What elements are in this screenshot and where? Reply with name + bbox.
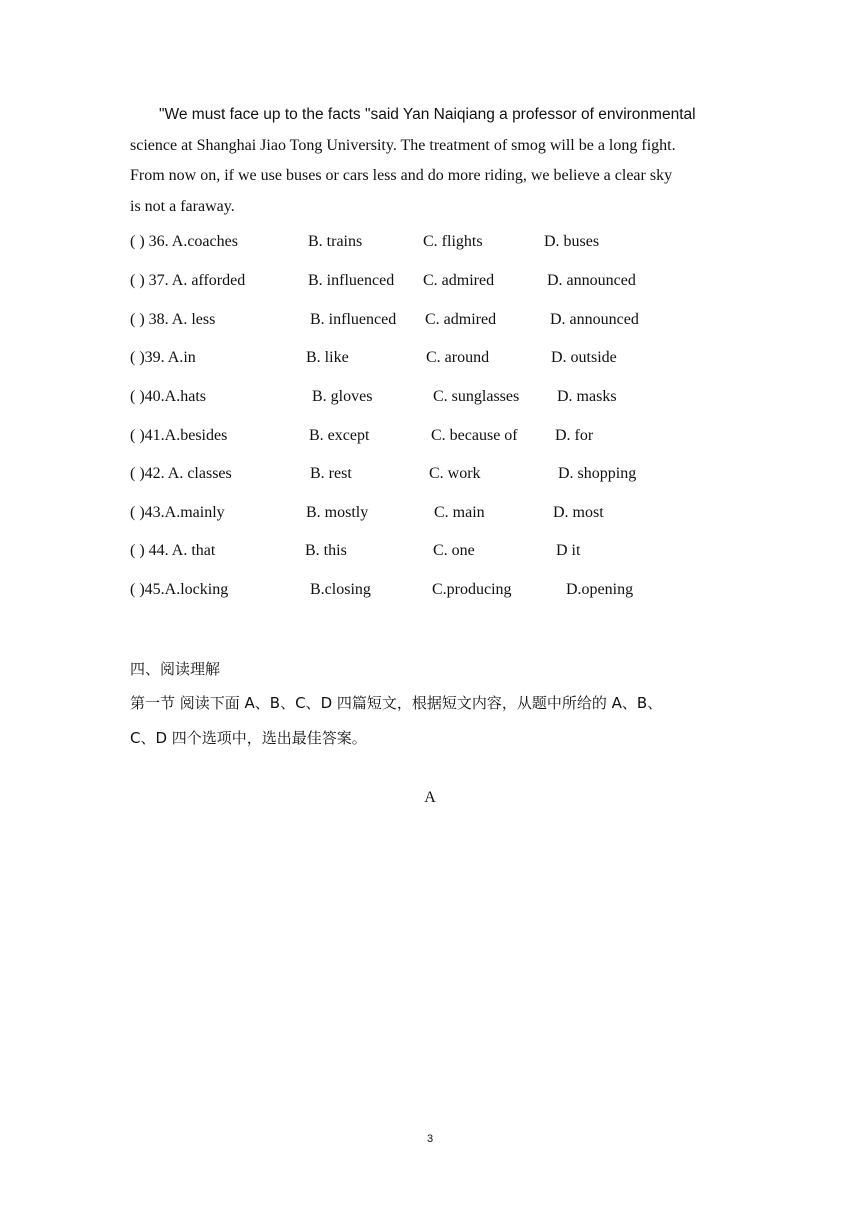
option-c: C. one: [433, 542, 475, 559]
question-number-stem: ( ) 37. A. afforded: [130, 272, 246, 289]
section-instruction-line-1: 第一节 阅读下面 A、B、C、D 四篇短文，根据短文内容，从题中所给的 A、B、: [130, 694, 663, 712]
option-c: C. because of: [431, 427, 518, 444]
question-number-stem: ( )43.A.mainly: [130, 504, 225, 521]
question-number-stem: ( ) 36. A.coaches: [130, 233, 238, 250]
option-d: D. most: [553, 504, 604, 521]
question-number-stem: ( )39. A.in: [130, 349, 196, 366]
option-d: D. masks: [557, 388, 617, 405]
passage-line-2: science at Shanghai Jiao Tong University. The treatment of smog will be a long fight.: [130, 136, 676, 154]
option-c: C. around: [426, 349, 490, 366]
section-heading: 四、阅读理解: [130, 660, 221, 678]
option-c: C. flights: [423, 233, 483, 250]
question-number-stem: ( )41.A.besides: [130, 427, 228, 444]
option-b: B. like: [306, 349, 349, 366]
question-number-stem: ( )42. A. classes: [130, 465, 232, 482]
option-b: B. gloves: [312, 388, 373, 405]
page-number: 3: [426, 1133, 434, 1145]
option-b: B. influenced: [308, 272, 395, 289]
option-d: D. buses: [544, 233, 600, 250]
passage-paragraph: [130, 100, 740, 222]
question-number-stem: ( ) 38. A. less: [130, 311, 216, 328]
option-d: D.opening: [566, 581, 634, 598]
section-instruction-line-2: C、D 四个选项中，选出最佳答案。: [130, 729, 367, 747]
option-b: B.closing: [310, 581, 371, 598]
passage-line-3: From now on, if we use buses or cars less and do more riding, we believe a clear sky: [130, 167, 673, 184]
option-c: C. admired: [425, 311, 497, 328]
option-d: D. for: [555, 427, 594, 444]
passage-line-1: "We must face up to the facts "said Yan Naiqiang a professor of environmental: [159, 106, 696, 123]
option-d: D. announced: [550, 311, 639, 328]
option-d: D. announced: [547, 272, 636, 289]
option-b: B. influenced: [310, 311, 397, 328]
passage-label: A: [424, 789, 436, 806]
option-c: C.producing: [432, 581, 512, 598]
option-d: D it: [556, 542, 581, 559]
question-number-stem: ( )40.A.hats: [130, 388, 206, 405]
option-b: B. trains: [308, 233, 363, 250]
option-d: D. shopping: [558, 465, 637, 482]
option-b: B. except: [309, 427, 370, 444]
question-number-stem: ( )45.A.locking: [130, 581, 229, 598]
option-d: D. outside: [551, 349, 617, 366]
option-c: C. main: [434, 504, 485, 521]
question-number-stem: ( ) 44. A. that: [130, 542, 216, 559]
option-b: B. mostly: [306, 504, 369, 521]
passage-line-4: is not a faraway.: [130, 197, 235, 215]
option-b: B. rest: [310, 465, 352, 482]
option-b: B. this: [305, 542, 347, 559]
option-c: C. admired: [423, 272, 495, 289]
option-c: C. sunglasses: [433, 388, 520, 405]
option-c: C. work: [429, 465, 481, 482]
